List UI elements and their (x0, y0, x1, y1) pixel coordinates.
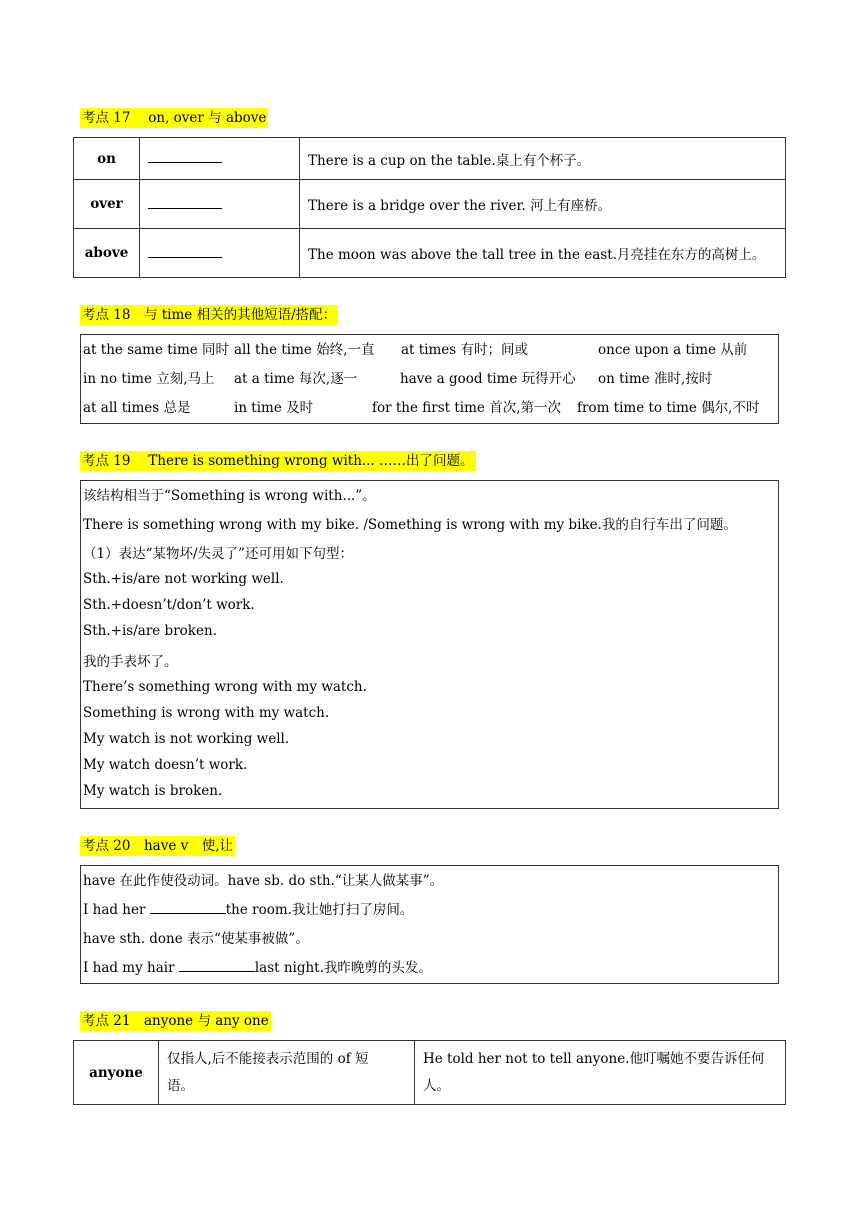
answer-blank (150, 901, 226, 914)
text-line: My watch doesn’t work. (83, 757, 248, 773)
section-19-heading: 考点 19 There is something wrong with... ……出了问题。 (82, 453, 474, 469)
phrase: have a good time 玩得开心 (400, 371, 576, 387)
phrase: in no time 立刻,马上 (83, 371, 215, 387)
phrase: for the first time 首次,第一次 (372, 400, 561, 416)
example-line: 人。 (423, 1077, 450, 1094)
text-line: Sth.+doesn’t/don’t work. (83, 597, 255, 613)
text-line: There’s something wrong with my watch. (83, 679, 367, 695)
section-17-heading: 考点 17 on, over 与 above (82, 110, 267, 126)
text-line: My watch is broken. (83, 783, 223, 799)
description-line: 仅指人,后不能接表示范围的 of 短 (167, 1050, 369, 1067)
word-cell: above (74, 229, 140, 278)
text-fragment: I had my hair (83, 960, 179, 976)
section-17-table (73, 137, 786, 278)
section-18-heading: 考点 18 与 time 相关的其他短语/搭配： (82, 307, 337, 323)
phrase: at the same time 同时 (83, 342, 230, 358)
section-21-table (73, 1040, 786, 1105)
word-cell: over (74, 180, 140, 229)
word-cell: anyone (74, 1041, 159, 1105)
example-line: He told her not to tell anyone.他叮嘱她不要告诉任何 (423, 1050, 765, 1067)
text-line: Something is wrong with my watch. (83, 705, 330, 721)
text-fragment: last night.我昨晚剪的头发。 (254, 960, 432, 976)
example-cell (415, 1041, 786, 1105)
table-row (74, 180, 786, 229)
phrase: at all times 总是 (83, 400, 191, 416)
table-row (74, 138, 786, 180)
answer-blank (148, 150, 222, 163)
phrase: in time 及时 (234, 400, 314, 416)
text-line: There is something wrong with my bike. /Something is wrong with my bike.我的自行车出了问题。 (83, 517, 737, 533)
example-cell: There is a cup on the table.桌上有个杯子。 (300, 138, 786, 180)
blank-cell (140, 180, 300, 229)
answer-blank (148, 196, 222, 209)
phrase: at times 有时；间或 (401, 342, 529, 358)
text-line: My watch is not working well. (83, 731, 290, 747)
answer-blank (179, 959, 255, 972)
phrase: from time to time 偶尔,不时 (577, 400, 760, 416)
answer-blank (148, 245, 222, 258)
table-row (74, 229, 786, 278)
text-line (83, 956, 432, 976)
blank-cell (140, 138, 300, 180)
text-line: Sth.+is/are not working well. (83, 571, 284, 587)
section-20-box (80, 865, 779, 984)
phrase: once upon a time 从前 (598, 342, 748, 358)
example-cell: There is a bridge over the river. 河上有座桥。 (300, 180, 786, 229)
word-cell: on (74, 138, 140, 180)
table-row (74, 1041, 786, 1105)
text-line: （1）表达“某物坏/失灵了”还可用如下句型： (83, 546, 353, 562)
phrase: all the time 始终,一直 (234, 342, 375, 358)
section-18-box (80, 334, 779, 424)
section-20-heading: 考点 20 have v 使,让 (82, 838, 234, 854)
text-line: Sth.+is/are broken. (83, 623, 217, 639)
section-21-heading: 考点 21 anyone 与 any one (82, 1013, 269, 1029)
text-line: have sth. done 表示“使某事被做”。 (83, 931, 309, 947)
text-line (83, 898, 413, 918)
section-19-box (80, 480, 779, 809)
description-line: 语。 (167, 1077, 194, 1094)
text-line: 我的手表坏了。 (83, 654, 178, 670)
text-line: have 在此作使役动词。have sb. do sth.“让某人做某事”。 (83, 873, 444, 889)
description-cell (159, 1041, 415, 1105)
text-fragment: the room.我让她打扫了房间。 (225, 902, 414, 918)
text-fragment: I had her (83, 902, 150, 918)
text-line: 该结构相当于“Something is wrong with...”。 (83, 488, 376, 504)
example-cell: The moon was above the tall tree in the east.月亮挂在东方的高树上。 (300, 229, 786, 278)
blank-cell (140, 229, 300, 278)
phrase: on time 准时,按时 (598, 371, 713, 387)
phrase: at a time 每次,逐一 (234, 371, 358, 387)
